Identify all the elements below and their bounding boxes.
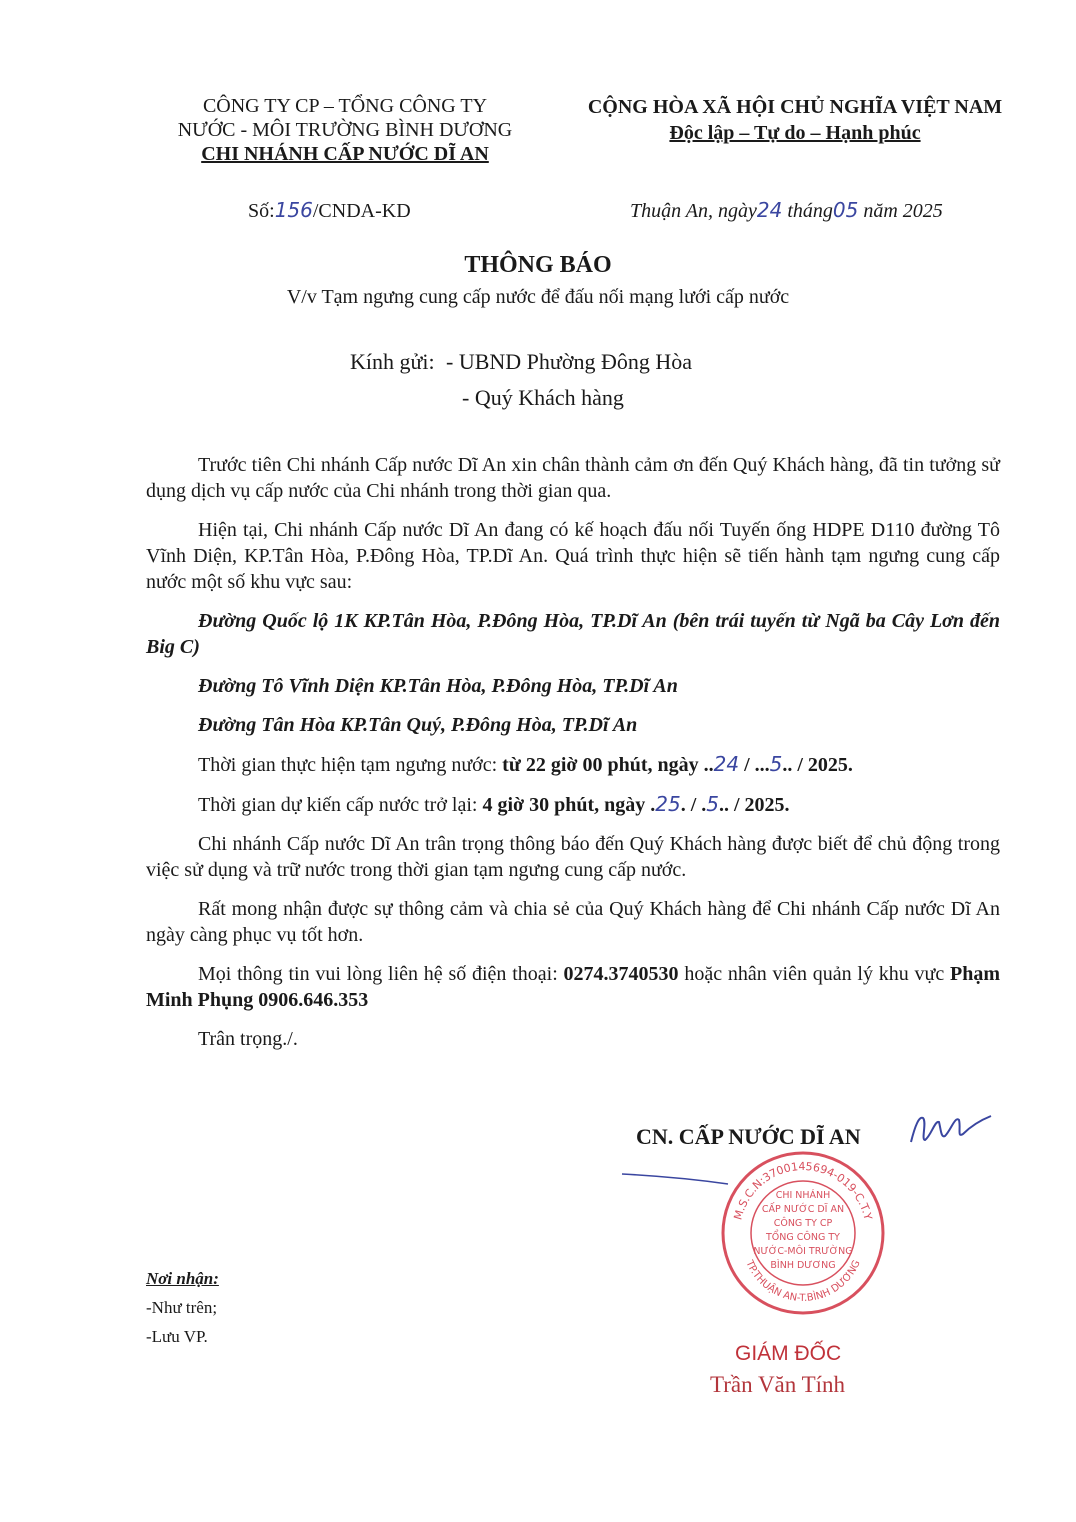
affected-area-item: Đường Tô Vĩnh Diện KP.Tân Hòa, P.Đông Hòa, TP.Dĩ An [198,675,678,697]
body-paragraph-contact [146,961,1000,1013]
body-paragraph-plan: Hiện tại, Chi nhánh Cấp nước Dĩ An đang có kế hoạch đấu nối Tuyến ống HDPE D110 đường Tô Vĩnh Diện, KP.Tân Hòa, P.Đông Hòa, TP.Dĩ An. Quá trình thực hiện sẽ tiến hành tạm ngưng cung cấp nước một số khu vực sau: [146,519,1000,593]
signer-name: Trần Văn Tính [710,1372,846,1397]
org-line-2: NƯỚC - MÔI TRƯỜNG BÌNH DƯƠNG [177,119,513,141]
contact-phone: 0274.3740530 [563,963,679,985]
seal-line: CẤP NƯỚC DĨ AN [761,1204,845,1215]
document-number-prefix: Số: [248,200,275,222]
receiver-item: -Như trên; [146,1298,218,1317]
receiver-item: -Lưu VP. [146,1327,208,1346]
seal-line: CÔNG TY CP [773,1218,833,1229]
resume-time-label: Thời gian dự kiến cấp nước trở lại: [198,794,478,816]
resume-day: 25 [655,792,681,816]
body-paragraph-appreciation: Rất mong nhận được sự thông cảm và chia sẻ của Quý Khách hàng để Chi nhánh Cấp nước Dĩ An ngày càng phục vụ tốt hơn. [146,898,1000,946]
date-year: năm 2025 [863,200,943,222]
signature-organization: CN. CẤP NƯỚC DĨ AN [636,1124,861,1149]
seal-line: NƯỚC-MÔI TRƯỜNG [753,1246,853,1257]
receivers-block [146,1264,219,1351]
document-number [248,198,411,223]
recipient-item: - UBND Phường Đông Hòa [446,349,692,374]
suspension-time: Thời gian thực hiện tạm ngưng nước: từ 22 giờ 00 phút, ngày ..24 / ...5.. / 2025. [198,752,853,776]
national-header [560,94,1030,146]
affected-area-item: Đường Tân Hòa KP.Tân Quý, P.Đông Hòa, TP.Dĩ An [198,714,638,736]
national-name: CỘNG HÒA XÃ HỘI CHỦ NGHĨA VIỆT NAM [587,96,1003,118]
recipient-item: - Quý Khách hàng [462,385,624,410]
date-line [630,198,1015,223]
notice-body [146,452,1000,1065]
body-paragraph-inform: Chi nhánh Cấp nước Dĩ An trân trọng thông báo đến Quý Khách hàng được biết để chủ động trong việc sử dụng và trữ nước trong thời gian tạm ngưng cung cấp nước. [146,833,1000,881]
resume-time: Thời gian dự kiến cấp nước trở lại: 4 giờ 30 phút, ngày .25. / .5.. / 2025. [198,792,790,816]
seal-line: BÌNH DƯƠNG [770,1260,836,1271]
recipient-row [350,380,624,416]
org-line-1: CÔNG TY CP – TỔNG CÔNG TY [202,95,488,117]
document-subject: V/v Tạm ngưng cung cấp nước để đấu nối mạng lưới cấp nước [286,286,790,308]
signer-role: GIÁM ĐỐC [735,1342,842,1365]
org-branch-name: CHI NHÁNH CẤP NƯỚC DĨ AN [201,143,489,165]
resume-time-value: 4 giờ 30 phút, ngày [482,794,646,816]
suspension-month: 5 [769,752,783,776]
recipients-block [350,344,692,416]
recipient-row [350,344,692,380]
seal-bottom-text: TP.THUẬN AN-T.BÌNH DƯƠNG [743,1258,863,1305]
resume-month: 5 [706,792,719,816]
organization-header [140,94,550,166]
seal-line: TỔNG CÔNG TY [766,1232,840,1243]
closing-phrase: Trân trọng./. [198,1028,298,1050]
date-month-label: tháng [787,200,833,222]
affected-area-item: Đường Quốc lộ 1K KP.Tân Hòa, P.Đông Hòa, TP.Dĩ An (bên trái tuyến từ Ngã ba Cây Lơn đến Big C) [146,610,1000,658]
seal-line: CHI NHÁNH [775,1190,831,1201]
recipients-label: Kính gửi: [350,349,435,374]
seal-ring-text: M.S.C.N:3700145694-019-C.T.Y [731,1159,875,1222]
signature-stroke [620,1170,730,1190]
official-seal [718,1148,888,1318]
document-title: THÔNG BÁO [464,252,612,278]
resume-year: / 2025. [734,794,790,816]
date-day: 24 [756,198,783,222]
suspension-day: 24 [713,752,740,776]
suspension-year: / 2025. [797,754,853,776]
suspension-time-label: Thời gian thực hiện tạm ngưng nước: [198,754,498,776]
contact-middle: hoặc nhân viên quản lý khu vực [684,963,945,985]
body-paragraph-thanks: Trước tiên Chi nhánh Cấp nước Dĩ An xin chân thành cảm ơn đến Quý Khách hàng, đã tin tưởng sử dụng dịch vụ cấp nước của Chi nhánh trong thời gian qua. [146,454,1000,502]
receivers-label: Nơi nhận: [146,1269,219,1288]
contact-person: Phạm Minh Phụng 0906.646.353 [146,963,1000,1011]
initial-signature [905,1106,995,1152]
document-number-handwritten: 156 [274,198,313,222]
contact-intro: Mọi thông tin vui lòng liên hệ số điện thoại: [198,963,558,985]
date-month: 05 [832,198,859,222]
date-place: Thuận An, ngày [630,200,757,222]
suspension-time-value: từ 22 giờ 00 phút, ngày [502,754,699,776]
document-number-suffix: /CNDA-KD [312,200,411,222]
national-motto: Độc lập – Tự do – Hạnh phúc [669,122,921,144]
